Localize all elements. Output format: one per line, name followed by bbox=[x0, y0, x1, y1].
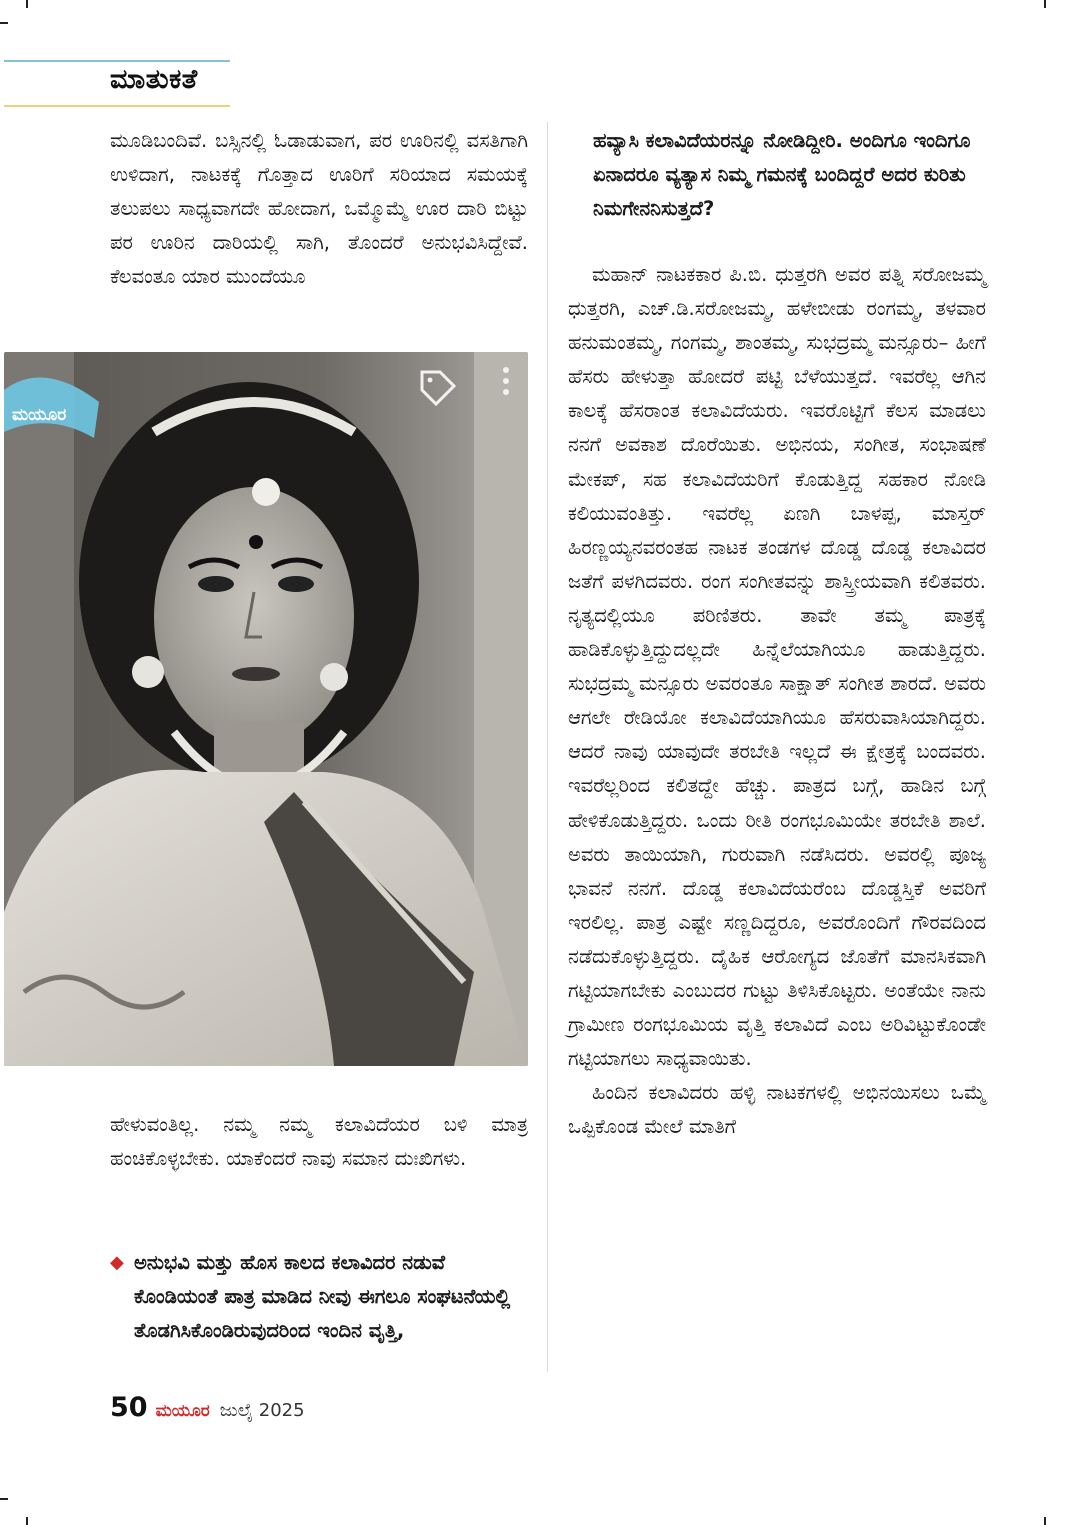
section-title: ಮಾತುಕತೆ bbox=[110, 64, 198, 95]
crop-mark bbox=[1044, 0, 1046, 8]
left-column-bottom bbox=[110, 1108, 528, 1176]
question-text-left: ಅನುಭವಿ ಮತ್ತು ಹೊಸ ಕಾಲದ ಕಲಾವಿದರ ನಡುವೆ ಕೊಂಡಿಯಂತೆ ಪಾತ್ರ ಮಾಡಿದ ನೀವು ಈಗಲೂ ಸಂಘಟನೆಯಲ್ಲಿ ತೊಡಗಿಸಿಕೊಂಡಿರುವುದರಿಂದ ಇಂದಿನ ವೃತ್ತಿ, bbox=[134, 1251, 511, 1342]
page-footer bbox=[110, 1392, 305, 1423]
portrait-photo bbox=[4, 352, 528, 1066]
paragraph: ಮೂಡಿಬಂದಿವೆ. ಬಸ್ಸಿನಲ್ಲಿ ಓಡಾಡುವಾಗ, ಪರ ಊರಿನಲ್ಲಿ ವಸತಿಗಾಗಿ ಉಳಿದಾಗ, ನಾಟಕಕ್ಕೆ ಗೊತ್ತಾದ ಊರಿಗೆ ಸರಿಯಾದ ಸಮಯಕ್ಕೆ ತಲುಪಲು ಸಾಧ್ಯವಾಗದೇ ಹೋದಾಗ, ಒಮ್ಮೊಮ್ಮೆ ಊರ ದಾರಿ ಬಿಟ್ಟು ಪರ ಊರಿನ ದಾರಿಯಲ್ಲಿ ಸಾಗಿ, ತೊಂದರೆ ಅನುಭವಿಸಿದ್ದೇವೆ. ಕೆಲವಂತೂ ಯಾರ ಮುಂದೆಯೂ bbox=[110, 129, 528, 289]
watermark-logo-text: ಮಯೂರ bbox=[12, 405, 67, 425]
question-text-right: ಹವ್ಯಾಸಿ ಕಲಾವಿದೆಯರನ್ನೂ ನೋಡಿದ್ದೀರಿ. ಅಂದಿಗೂ ಇಂದಿಗೂ ಏನಾದರೂ ವ್ಯತ್ಯಾಸ ನಿಮ್ಮ ಗಮನಕ್ಕೆ ಬಂದಿದ್ದರೆ ಅದರ ಕುರಿತು ನಿಮಗೇನನಿಸುತ್ತದೆ? bbox=[593, 129, 971, 220]
left-column-top bbox=[110, 124, 528, 294]
answer-paragraph: ಮಹಾನ್ ನಾಟಕಕಾರ ಪಿ.ಬಿ. ಧುತ್ತರಗಿ ಅವರ ಪತ್ನಿ ಸರೋಜಮ್ಮ ಧುತ್ತರಗಿ, ಎಚ್.ಡಿ.ಸರೋಜಮ್ಮ, ಹಳೇಬೀಡು ರಂಗಮ್ಮ, ತಳವಾರ ಹನುಮಂತಮ್ಮ, ಗಂಗಮ್ಮ, ಶಾಂತಮ್ಮ, ಸುಭದ್ರಮ್ಮ ಮನ್ಸೂರು– ಹೀಗೆ ಹೆಸರು ಹೇಳುತ್ತಾ ಹೋದರೆ ಪಟ್ಟಿ ಬೆಳೆಯುತ್ತದೆ. ಇವರೆಲ್ಲ ಆಗಿನ ಕಾಲಕ್ಕೆ ಹೆಸರಾಂತ ಕಲಾವಿದೆಯರು. ಇವರೊಟ್ಟಿಗೆ ಕೆಲಸ ಮಾಡಲು ನನಗೆ ಅವಕಾಶ ದೊರೆಯಿತು. ಅಭಿನಯ, ಸಂಗೀತ, ಸಂಭಾಷಣೆ ಮೇಕಪ್, ಸಹ ಕಲಾವಿದೆಯರಿಗೆ ಕೊಡುತ್ತಿದ್ದ ಸಹಕಾರ ನೋಡಿ ಕಲಿಯುವಂತಿತ್ತು. ಇವರೆಲ್ಲ ಏಣಗಿ ಬಾಳಪ್ಪ, ಮಾಸ್ತರ್ ಹಿರಣ್ಣಯ್ಯನವರಂತಹ ನಾಟಕ ತಂಡಗಳ ದೊಡ್ಡ ದೊಡ್ಡ ಕಲಾವಿದರ ಜತೆಗೆ ಪಳಗಿದವರು. ರಂಗ ಸಂಗೀತವನ್ನು ಶಾಸ್ತ್ರೀಯವಾಗಿ ಕಲಿತವರು. ನೃತ್ಯದಲ್ಲಿಯೂ ಪರಿಣಿತರು. ತಾವೇ ತಮ್ಮ ಪಾತ್ರಕ್ಕೆ ಹಾಡಿಕೊಳ್ಳುತ್ತಿದ್ದುದಲ್ಲದೇ ಹಿನ್ನೆಲೆಯಾಗಿಯೂ ಹಾಡುತ್ತಿದ್ದರು. ಸುಭದ್ರಮ್ಮ ಮನ್ಸೂರು ಅವರಂತೂ ಸಾಕ್ಷಾತ್ ಸಂಗೀತ ಶಾರದೆ. ಅವರು ಆಗಲೇ ರೇಡಿಯೋ ಕಲಾವಿದೆಯಾಗಿಯೂ ಹೆಸರುವಾಸಿಯಾಗಿದ್ದರು. ಆದರೆ ನಾವು ಯಾವುದೇ ತರಬೇತಿ ಇಲ್ಲದೆ ಈ ಕ್ಷೇತ್ರಕ್ಕೆ ಬಂದವರು. ಇವರೆಲ್ಲರಿಂದ ಕಲಿತದ್ದೇ ಹೆಚ್ಚು. ಪಾತ್ರದ ಬಗ್ಗೆ, ಹಾಡಿನ ಬಗ್ಗೆ ಹೇಳಿಕೊಡುತ್ತಿದ್ದರು. ಒಂದು ರೀತಿ ರಂಗಭೂಮಿಯೇ ತರಬೇತಿ ಶಾಲೆ. ಅವರು ತಾಯಿಯಾಗಿ, ಗುರುವಾಗಿ ನಡೆಸಿದರು. ಅವರಲ್ಲಿ ಪೂಜ್ಯ ಭಾವನೆ ನನಗೆ. ದೊಡ್ಡ ಕಲಾವಿದೆಯರೆಂಬ ದೊಡ್ಡಸ್ತಿಕೆ ಅವರಿಗೆ ಇರಲಿಲ್ಲ. ಪಾತ್ರ ಎಷ್ಟೇ ಸಣ್ಣದಿದ್ದರೂ, ಅವರೊಂದಿಗೆ ಗೌರವದಿಂದ ನಡೆದುಕೊಳ್ಳುತ್ತಿದ್ದರು. ದೈಹಿಕ ಆರೋಗ್ಯದ ಜೊತೆಗೆ ಮಾನಸಿಕವಾಗಿ ಗಟ್ಟಿಯಾಗಬೇಕು ಎಂಬುದರ ಗುಟ್ಟು ತಿಳಿಸಿಕೊಟ್ಟರು. ಅಂತೆಯೇ ನಾನು ಗ್ರಾಮೀಣ ರಂಗಭೂಮಿಯ ವೃತ್ತಿ ಕಲಾವಿದೆ ಎಂಬ ಅರಿವಿಟ್ಟುಕೊಂಡೇ ಗಟ್ಟಿಯಾಗಲು ಸಾಧ್ಯವಾಯಿತು. bbox=[568, 263, 986, 1071]
issue-date: ಜುಲೈ 2025 bbox=[219, 1400, 305, 1421]
magazine-name: ಮಯೂರ bbox=[155, 1401, 210, 1421]
header-rule-bottom bbox=[4, 105, 230, 107]
crop-mark bbox=[0, 22, 8, 24]
column-divider bbox=[547, 122, 548, 1372]
answer-paragraph: ಹಿಂದಿನ ಕಲಾವಿದರು ಹಳ್ಳಿ ನಾಟಕಗಳಲ್ಲಿ ಅಭಿನಯಿಸಲು ಒಮ್ಮೆ ಒಪ್ಪಿಕೊಂಡ ಮೇಲೆ ಮಾತಿಗೆ bbox=[568, 1081, 986, 1139]
paragraph: ಹೇಳುವಂತಿಲ್ಲ. ನಮ್ಮ ನಮ್ಮ ಕಲಾವಿದೆಯರ ಬಳಿ ಮಾತ್ರ ಹಂಚಿಕೊಳ್ಳಬೇಕು. ಯಾಕೆಂದರೆ ನಾವು ಸಮಾನ ದುಃಖಿಗಳು. bbox=[110, 1113, 528, 1171]
crop-mark bbox=[0, 1498, 8, 1500]
right-column-answer bbox=[568, 258, 986, 1144]
question-marker-icon: ◆ bbox=[110, 1252, 124, 1273]
more-vertical-icon bbox=[503, 367, 509, 395]
header-rule-top bbox=[4, 60, 230, 62]
page-number: 50 bbox=[110, 1392, 148, 1423]
crop-mark bbox=[26, 0, 28, 8]
crop-mark bbox=[1044, 1517, 1046, 1525]
interview-question bbox=[110, 1246, 528, 1348]
crop-mark bbox=[26, 1517, 28, 1525]
